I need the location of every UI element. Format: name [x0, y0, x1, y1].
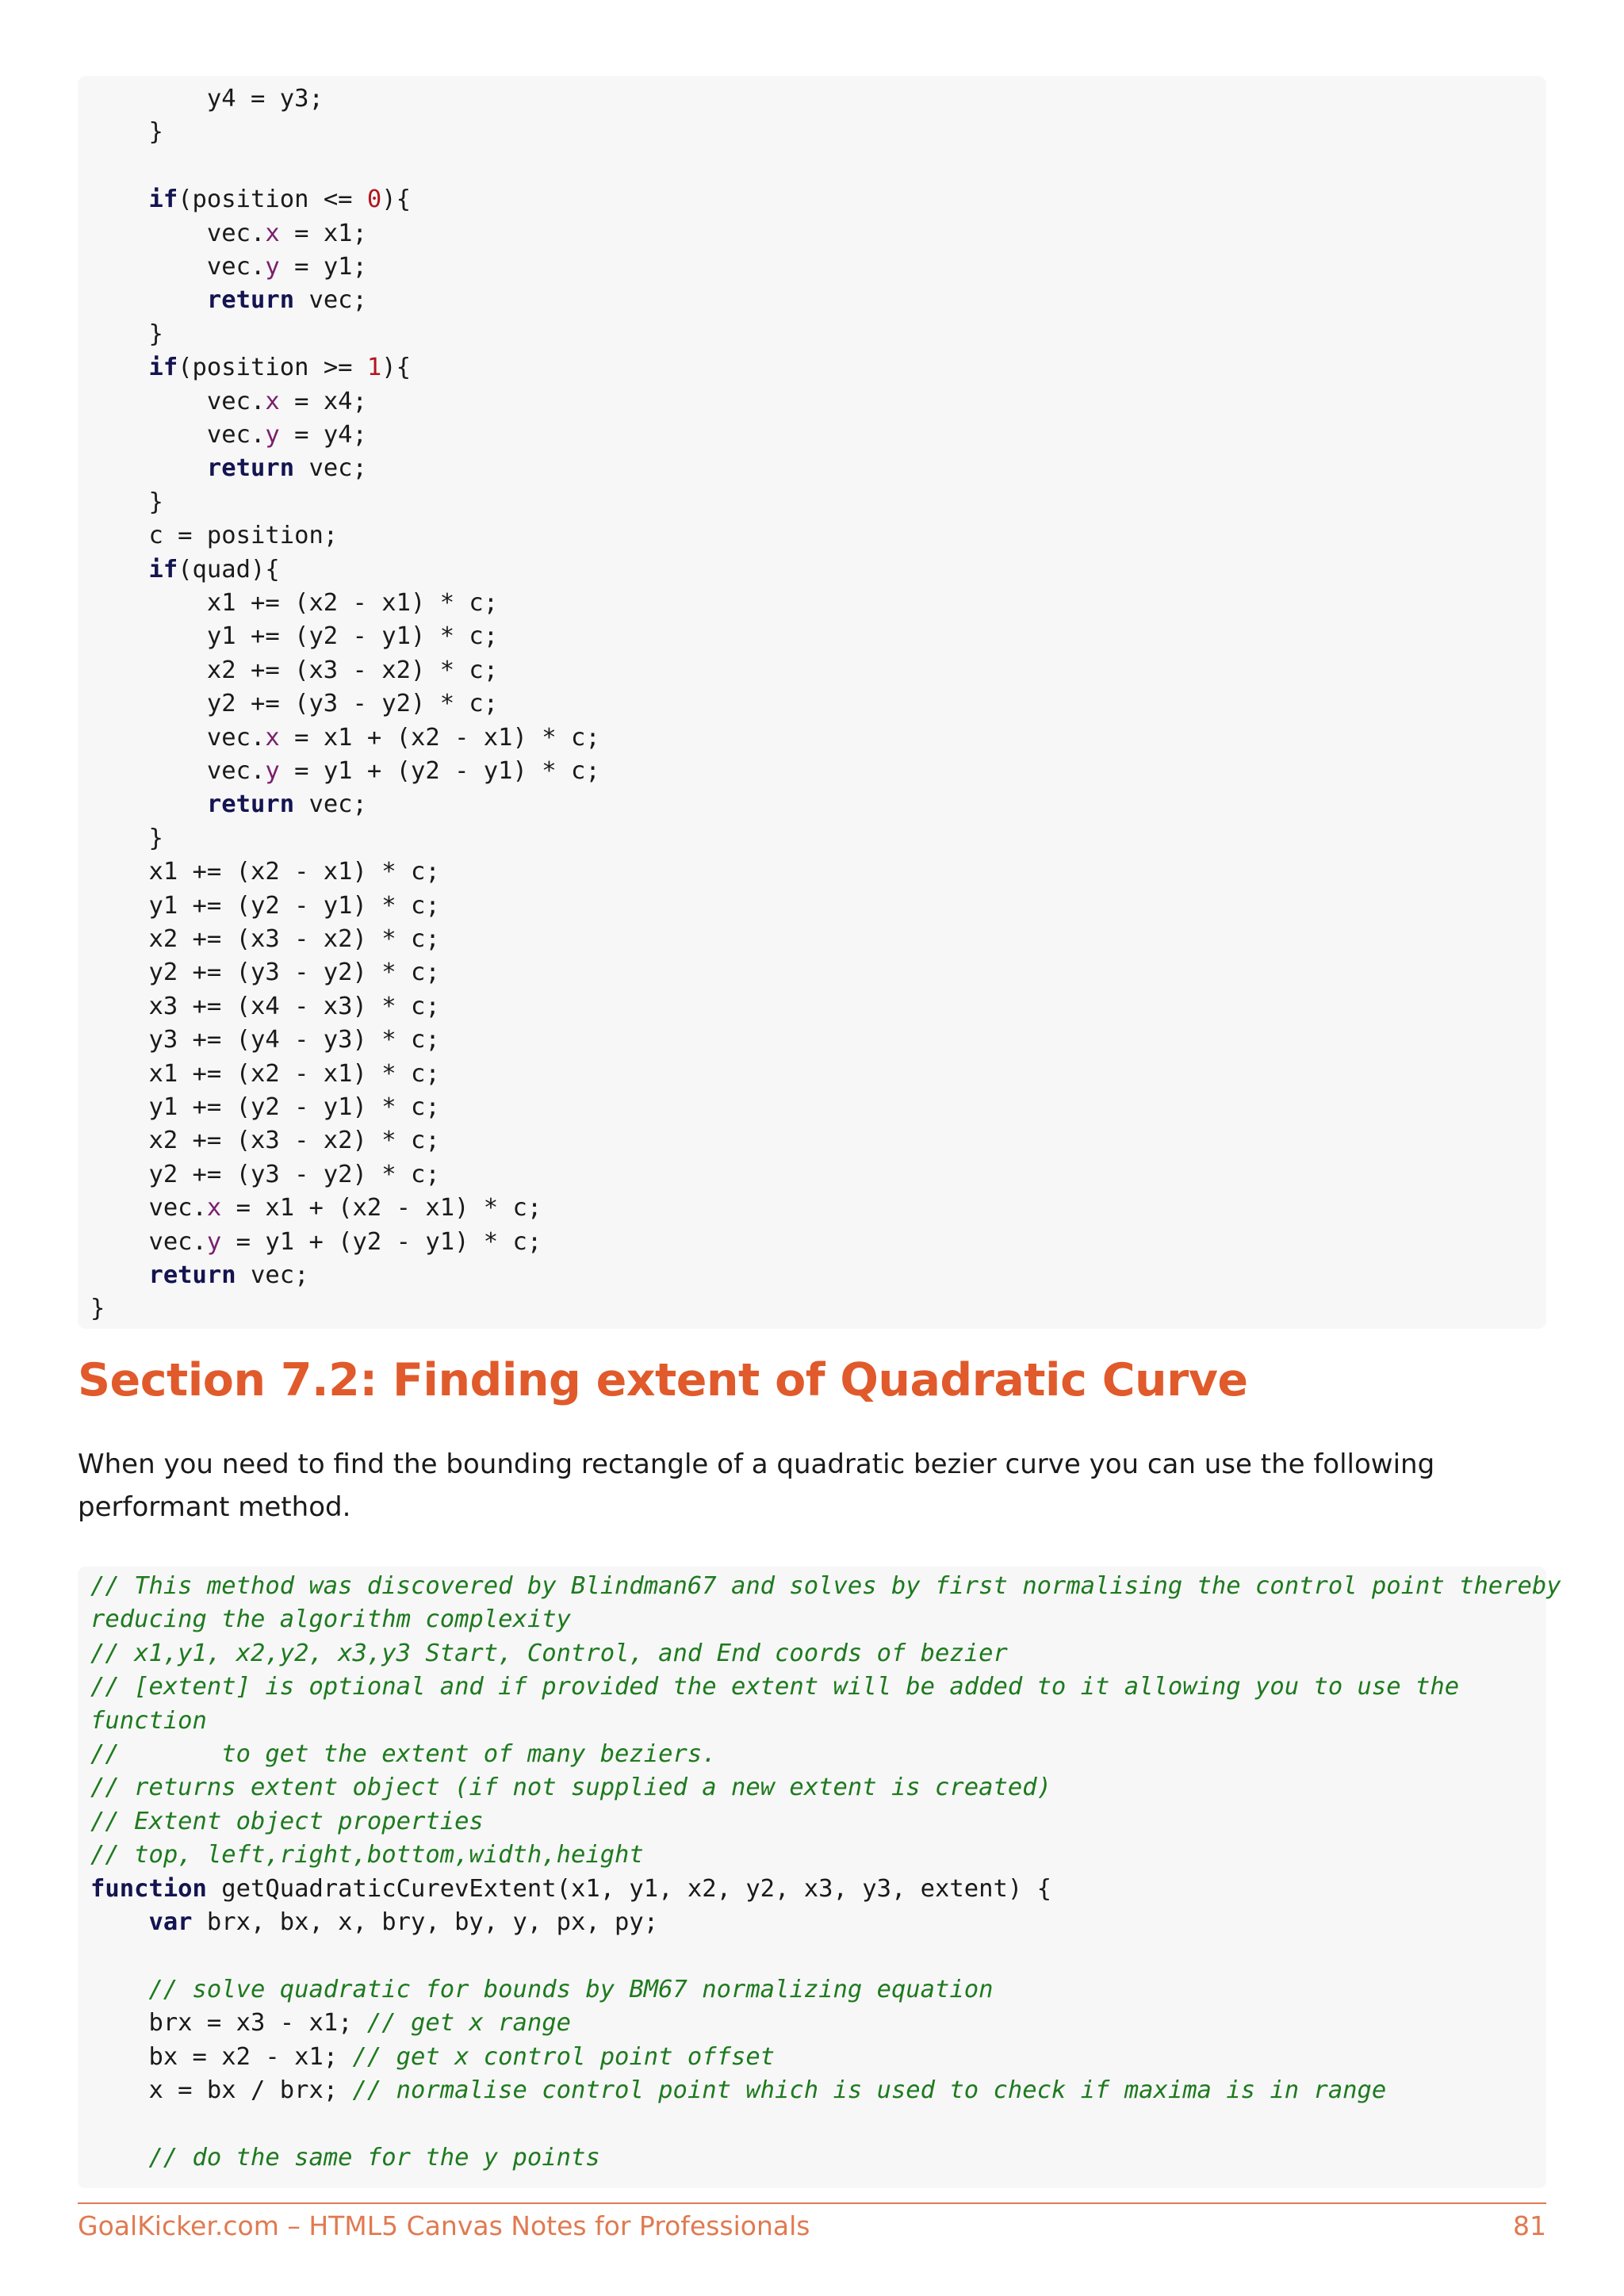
code-line	[90, 1839, 644, 1872]
code-line	[90, 419, 367, 452]
code-token: vec.	[90, 387, 266, 415]
code-token: // Extent object properties	[90, 1807, 484, 1835]
code-token: x1 += (x2 - x1) * c;	[90, 589, 499, 617]
code-token: ){	[381, 354, 412, 382]
code-line	[90, 620, 498, 653]
code-lines	[78, 1567, 1561, 2188]
code-token: vec;	[236, 1261, 309, 1289]
code-token: // [extent] is optional and if provided the extent will be added to it allowing you to use the	[90, 1673, 1460, 1701]
code-token	[90, 1261, 148, 1289]
code-token: y	[265, 757, 280, 785]
code-token: y2 += (y3 - y2) * c;	[90, 959, 440, 987]
code-token: reducing the algorithm complexity	[90, 1605, 571, 1634]
section-heading: Section 7.2: Finding extent of Quadratic Curve	[78, 1354, 1248, 1406]
code-token: if	[148, 555, 178, 584]
code-token: // returns extent object (if not supplied a new extent is created)	[90, 1774, 1051, 1802]
code-token: x2 += (x3 - x2) * c;	[90, 925, 440, 953]
page-number: 81	[1513, 2210, 1546, 2241]
code-token: function	[90, 1874, 207, 1903]
code-token	[90, 286, 207, 314]
code-token: (quad){	[178, 555, 280, 584]
code-token: 1	[366, 354, 382, 382]
code-line	[90, 1058, 440, 1091]
code-token: vec;	[294, 790, 367, 819]
code-line	[90, 923, 440, 956]
code-line	[90, 1124, 440, 1158]
code-token: y1 += (y2 - y1) * c;	[90, 622, 499, 651]
footer-source: GoalKicker.com – HTML5 Canvas Notes for Professionals	[78, 2210, 810, 2241]
code-line	[90, 788, 367, 821]
code-token: c = position;	[90, 522, 339, 550]
code-line	[90, 990, 440, 1024]
code-line	[90, 1259, 308, 1292]
code-token: vec;	[294, 286, 367, 315]
code-token	[90, 2144, 148, 2172]
code-line	[90, 2007, 571, 2040]
code-line	[90, 2141, 600, 2175]
code-token: // This method was discovered by Blindman67 and solves by first normalising the control point thereby	[90, 1572, 1561, 1600]
code-token	[90, 354, 148, 381]
code-line	[90, 116, 163, 149]
code-token	[90, 454, 207, 482]
code-line	[90, 318, 163, 351]
code-token: brx, bx, x, bry, by, y, px, py;	[192, 1908, 659, 1936]
code-line	[90, 2041, 775, 2074]
code-token: x	[265, 723, 280, 752]
code-token: = x4;	[279, 387, 367, 415]
code-token: y	[206, 1227, 222, 1256]
code-token: // get x range	[366, 2009, 571, 2038]
code-line	[90, 385, 367, 419]
code-token: 0	[366, 186, 382, 214]
code-line	[90, 1670, 1459, 1704]
code-token: = y4;	[279, 421, 367, 449]
code-block-bottom	[78, 1567, 1561, 2188]
code-token: x2 += (x3 - x2) * c;	[90, 656, 499, 684]
code-line	[90, 956, 440, 989]
code-token	[90, 790, 207, 818]
code-token	[90, 1976, 148, 2003]
code-line	[90, 1158, 440, 1192]
code-token: // to get the extent of many beziers.	[90, 1740, 717, 1768]
code-line	[90, 1192, 542, 1225]
code-token: x	[206, 1194, 222, 1223]
code-token: vec.	[90, 757, 266, 785]
code-token: }	[90, 824, 163, 852]
code-token: y2 += (y3 - y2) * c;	[90, 1160, 440, 1188]
code-line	[90, 855, 440, 889]
code-line	[90, 1873, 1051, 1906]
code-token: return	[206, 286, 295, 315]
code-token: y	[265, 253, 280, 281]
code-line	[90, 1226, 542, 1259]
code-line	[90, 687, 498, 721]
code-token: = x1 + (x2 - x1) * c;	[279, 723, 600, 752]
code-line	[90, 251, 367, 284]
code-line	[90, 1603, 571, 1636]
code-token: x	[265, 387, 280, 415]
code-line	[90, 452, 367, 485]
code-line	[90, 1292, 105, 1326]
code-token: y4 = y3;	[90, 85, 324, 113]
code-token: x = bx / brx;	[90, 2076, 353, 2104]
code-token: y	[265, 421, 280, 449]
code-token	[90, 1908, 148, 1936]
code-line	[90, 1091, 440, 1124]
code-line	[90, 486, 163, 519]
code-token: }	[90, 320, 163, 348]
code-token: vec.	[90, 723, 266, 752]
code-line	[90, 519, 338, 553]
code-token: return	[206, 454, 295, 483]
code-token: }	[90, 1295, 105, 1323]
code-token: x1 += (x2 - x1) * c;	[90, 858, 440, 886]
code-line	[90, 755, 600, 788]
code-line	[90, 1906, 658, 1939]
code-token: function	[90, 1706, 207, 1735]
code-line	[90, 1637, 1008, 1670]
code-token: y3 += (y4 - y3) * c;	[90, 1026, 440, 1054]
code-line	[90, 1771, 1051, 1804]
code-line	[90, 351, 411, 385]
code-token: getQuadraticCurevExtent(x1, y1, x2, y2, x3, y3, extent) {	[206, 1874, 1051, 1903]
code-line	[90, 284, 367, 317]
code-token: vec.	[90, 1194, 207, 1223]
code-block-top	[78, 76, 1546, 1329]
code-line	[90, 2074, 1386, 2107]
code-token: // do the same for the y points	[148, 2143, 600, 2172]
code-token: return	[206, 790, 295, 819]
code-token: var	[148, 1908, 193, 1936]
code-line	[90, 1973, 993, 2007]
code-token: return	[148, 1261, 236, 1289]
code-token: // top, left,right,bottom,width,height	[90, 1841, 644, 1869]
code-token: x1 += (x2 - x1) * c;	[90, 1059, 440, 1088]
code-line	[90, 1805, 484, 1839]
code-token	[90, 186, 148, 213]
code-token: ){	[381, 186, 412, 214]
code-token: }	[90, 488, 163, 516]
code-token: // x1,y1, x2,y2, x3,y3 Start, Control, and End coords of bezier	[90, 1639, 1008, 1667]
code-token	[90, 556, 148, 584]
code-line	[90, 1024, 440, 1057]
code-line	[90, 822, 163, 855]
code-token: // solve quadratic for bounds by BM67 normalizing equation	[148, 1975, 994, 2003]
code-token: // get x control point offset	[352, 2042, 776, 2071]
code-token: = x1;	[279, 219, 367, 247]
code-token: vec.	[90, 1227, 207, 1256]
code-token: brx = x3 - x1;	[90, 2009, 367, 2038]
code-token: vec.	[90, 253, 266, 281]
code-token: y1 += (y2 - y1) * c;	[90, 1093, 440, 1121]
code-line	[90, 217, 367, 251]
code-line	[90, 183, 411, 216]
section-paragraph: When you need to find the bounding rectangle of a quadratic bezier curve you can use the following performant method.	[78, 1448, 1435, 1523]
code-token: if	[148, 186, 178, 214]
code-line	[90, 1738, 717, 1771]
code-token: vec.	[90, 421, 266, 449]
code-line	[90, 654, 498, 687]
code-token: = y1;	[279, 253, 367, 281]
code-token: y1 += (y2 - y1) * c;	[90, 891, 440, 920]
footer-divider	[78, 2202, 1546, 2204]
code-token: (position <=	[178, 186, 367, 214]
code-token: (position >=	[178, 354, 367, 382]
code-line	[90, 721, 600, 755]
code-token: y2 += (y3 - y2) * c;	[90, 690, 499, 718]
code-token: vec;	[294, 454, 367, 483]
code-token: vec.	[90, 219, 266, 247]
code-token: }	[90, 118, 163, 147]
code-token: bx = x2 - x1;	[90, 2042, 353, 2071]
code-token: x2 += (x3 - x2) * c;	[90, 1127, 440, 1155]
code-token: = y1 + (y2 - y1) * c;	[221, 1227, 542, 1256]
code-token: if	[148, 354, 178, 382]
code-line	[90, 587, 498, 620]
code-token: = x1 + (x2 - x1) * c;	[221, 1194, 542, 1223]
code-token: x3 += (x4 - x3) * c;	[90, 992, 440, 1020]
code-token: // normalise control point which is used to check if maxima is in range	[352, 2076, 1387, 2104]
code-token: = y1 + (y2 - y1) * c;	[279, 757, 600, 785]
code-line	[90, 1570, 1561, 1603]
code-line	[90, 890, 440, 923]
code-line	[90, 1705, 207, 1738]
code-lines	[78, 76, 1546, 1329]
code-line	[90, 82, 324, 116]
code-line	[90, 553, 280, 587]
code-token: x	[265, 219, 280, 247]
